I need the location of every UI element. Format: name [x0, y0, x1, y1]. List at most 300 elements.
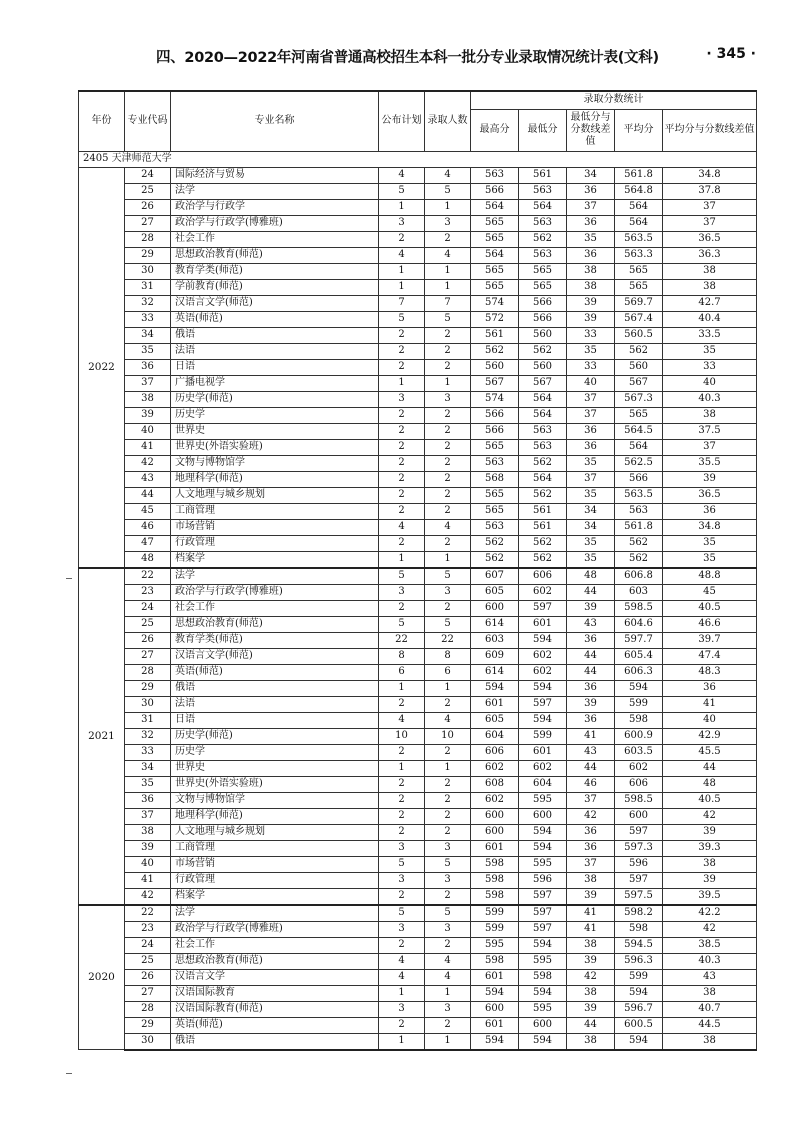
avg-diff-cell: 44	[663, 760, 757, 776]
avg-diff-cell: 34.8	[663, 519, 757, 535]
admitted-cell: 2	[425, 455, 471, 471]
max-cell: 602	[471, 792, 519, 808]
admitted-cell: 2	[425, 696, 471, 712]
avg-diff-cell: 37.8	[663, 183, 757, 199]
admitted-cell: 5	[425, 616, 471, 632]
table-row	[79, 439, 757, 455]
avg-diff-cell: 38	[663, 1033, 757, 1050]
admitted-cell: 1	[425, 985, 471, 1001]
code-cell: 43	[125, 471, 171, 487]
plan-cell: 2	[379, 407, 425, 423]
avg-diff-cell: 43	[663, 969, 757, 985]
plan-cell: 2	[379, 439, 425, 455]
max-cell: 567	[471, 375, 519, 391]
code-cell: 32	[125, 728, 171, 744]
admitted-cell: 1	[425, 551, 471, 568]
max-cell: 565	[471, 231, 519, 247]
col-header-year: 年份	[79, 91, 125, 151]
code-cell: 29	[125, 680, 171, 696]
min-cell: 565	[519, 279, 567, 295]
avg-cell: 606.3	[615, 664, 663, 680]
min-cell: 563	[519, 247, 567, 263]
code-cell: 40	[125, 423, 171, 439]
name-cell: 工商管理	[171, 503, 379, 519]
max-cell: 600	[471, 600, 519, 616]
avg-cell: 567.4	[615, 311, 663, 327]
admitted-cell: 2	[425, 231, 471, 247]
max-cell: 605	[471, 712, 519, 728]
avg-cell: 567.3	[615, 391, 663, 407]
avg-diff-cell: 37	[663, 215, 757, 231]
avg-cell: 566	[615, 471, 663, 487]
min-cell: 564	[519, 407, 567, 423]
avg-cell: 565	[615, 279, 663, 295]
avg-cell: 594	[615, 680, 663, 696]
name-cell: 市场营销	[171, 519, 379, 535]
min-diff-cell: 43	[567, 744, 615, 760]
name-cell: 思想政治教育(师范)	[171, 953, 379, 969]
max-cell: 562	[471, 551, 519, 568]
plan-cell: 3	[379, 584, 425, 600]
table-row	[79, 247, 757, 263]
table-body	[79, 151, 757, 1050]
admitted-cell: 3	[425, 215, 471, 231]
avg-cell: 603.5	[615, 744, 663, 760]
table-row	[79, 359, 757, 375]
name-cell: 思想政治教育(师范)	[171, 247, 379, 263]
max-cell: 600	[471, 824, 519, 840]
avg-diff-cell: 34.8	[663, 167, 757, 183]
code-cell: 25	[125, 953, 171, 969]
admission-table	[78, 90, 757, 1051]
min-cell: 562	[519, 231, 567, 247]
min-diff-cell: 35	[567, 455, 615, 471]
avg-cell: 563.5	[615, 487, 663, 503]
admitted-cell: 1	[425, 199, 471, 215]
avg-diff-cell: 44.5	[663, 1017, 757, 1033]
avg-diff-cell: 40.3	[663, 953, 757, 969]
table-row	[79, 279, 757, 295]
avg-cell: 560	[615, 359, 663, 375]
name-cell: 学前教育(师范)	[171, 279, 379, 295]
plan-cell: 2	[379, 696, 425, 712]
table-row	[79, 231, 757, 247]
code-cell: 31	[125, 712, 171, 728]
min-cell: 560	[519, 359, 567, 375]
max-cell: 599	[471, 921, 519, 937]
avg-cell: 598.5	[615, 792, 663, 808]
code-cell: 24	[125, 937, 171, 953]
max-cell: 594	[471, 680, 519, 696]
plan-cell: 1	[379, 199, 425, 215]
min-cell: 595	[519, 1001, 567, 1017]
code-cell: 25	[125, 183, 171, 199]
min-diff-cell: 33	[567, 327, 615, 343]
code-cell: 28	[125, 664, 171, 680]
code-cell: 26	[125, 199, 171, 215]
max-cell: 602	[471, 760, 519, 776]
min-diff-cell: 35	[567, 551, 615, 568]
year-cell: 2020	[79, 905, 125, 1050]
max-cell: 566	[471, 183, 519, 199]
name-cell: 行政管理	[171, 535, 379, 551]
plan-cell: 2	[379, 808, 425, 824]
table-row	[79, 503, 757, 519]
col-header-code: 专业代码	[125, 91, 171, 151]
max-cell: 598	[471, 953, 519, 969]
max-cell: 594	[471, 985, 519, 1001]
page-header	[78, 46, 756, 68]
plan-cell: 3	[379, 921, 425, 937]
admitted-cell: 4	[425, 247, 471, 263]
min-cell: 566	[519, 295, 567, 311]
plan-cell: 3	[379, 391, 425, 407]
plan-cell: 3	[379, 215, 425, 231]
table-row	[79, 343, 757, 359]
max-cell: 608	[471, 776, 519, 792]
plan-cell: 7	[379, 295, 425, 311]
max-cell: 599	[471, 905, 519, 922]
avg-diff-cell: 38	[663, 407, 757, 423]
admitted-cell: 2	[425, 423, 471, 439]
code-cell: 30	[125, 263, 171, 279]
avg-cell: 596.3	[615, 953, 663, 969]
avg-cell: 597.3	[615, 840, 663, 856]
name-cell: 广播电视学	[171, 375, 379, 391]
min-cell: 601	[519, 744, 567, 760]
avg-cell: 594	[615, 985, 663, 1001]
min-cell: 602	[519, 760, 567, 776]
min-diff-cell: 36	[567, 423, 615, 439]
avg-cell: 598	[615, 712, 663, 728]
avg-diff-cell: 40.5	[663, 600, 757, 616]
admitted-cell: 2	[425, 503, 471, 519]
admitted-cell: 2	[425, 888, 471, 905]
col-header-avg-diff: 平均分与分数线差值	[663, 109, 757, 151]
avg-cell: 605.4	[615, 648, 663, 664]
avg-diff-cell: 39	[663, 471, 757, 487]
max-cell: 565	[471, 215, 519, 231]
plan-cell: 5	[379, 616, 425, 632]
avg-cell: 561.8	[615, 167, 663, 183]
avg-diff-cell: 39	[663, 872, 757, 888]
plan-cell: 2	[379, 937, 425, 953]
max-cell: 560	[471, 359, 519, 375]
min-diff-cell: 38	[567, 872, 615, 888]
min-cell: 594	[519, 680, 567, 696]
admitted-cell: 2	[425, 600, 471, 616]
max-cell: 601	[471, 1017, 519, 1033]
min-diff-cell: 41	[567, 921, 615, 937]
name-cell: 英语(师范)	[171, 1017, 379, 1033]
admitted-cell: 1	[425, 680, 471, 696]
max-cell: 598	[471, 888, 519, 905]
name-cell: 汉语言文学(师范)	[171, 648, 379, 664]
max-cell: 600	[471, 808, 519, 824]
avg-cell: 560.5	[615, 327, 663, 343]
table-row	[79, 327, 757, 343]
min-diff-cell: 44	[567, 760, 615, 776]
max-cell: 603	[471, 632, 519, 648]
avg-cell: 561.8	[615, 519, 663, 535]
code-cell: 27	[125, 985, 171, 1001]
code-cell: 22	[125, 905, 171, 922]
avg-diff-cell: 46.6	[663, 616, 757, 632]
avg-cell: 563.3	[615, 247, 663, 263]
min-diff-cell: 34	[567, 503, 615, 519]
plan-cell: 1	[379, 279, 425, 295]
name-cell: 政治学与行政学(博雅班)	[171, 215, 379, 231]
min-diff-cell: 39	[567, 311, 615, 327]
avg-diff-cell: 41	[663, 696, 757, 712]
admitted-cell: 4	[425, 167, 471, 183]
min-cell: 606	[519, 568, 567, 585]
year-cell: 2022	[79, 167, 125, 568]
plan-cell: 4	[379, 969, 425, 985]
table-row	[79, 263, 757, 279]
table-row	[79, 744, 757, 760]
admitted-cell: 2	[425, 471, 471, 487]
table-row	[79, 183, 757, 199]
code-cell: 26	[125, 632, 171, 648]
table-row	[79, 519, 757, 535]
plan-cell: 2	[379, 423, 425, 439]
name-cell: 档案学	[171, 888, 379, 905]
avg-diff-cell: 38	[663, 856, 757, 872]
admitted-cell: 3	[425, 840, 471, 856]
min-diff-cell: 39	[567, 1001, 615, 1017]
table-row	[79, 664, 757, 680]
min-cell: 600	[519, 1017, 567, 1033]
code-cell: 36	[125, 359, 171, 375]
name-cell: 日语	[171, 359, 379, 375]
avg-cell: 596	[615, 856, 663, 872]
col-header-min: 最低分	[519, 109, 567, 151]
min-cell: 595	[519, 856, 567, 872]
name-cell: 行政管理	[171, 872, 379, 888]
admitted-cell: 2	[425, 744, 471, 760]
code-cell: 39	[125, 840, 171, 856]
plan-cell: 4	[379, 247, 425, 263]
code-cell: 30	[125, 1033, 171, 1050]
min-diff-cell: 37	[567, 792, 615, 808]
name-cell: 世界史(外语实验班)	[171, 439, 379, 455]
name-cell: 国际经济与贸易	[171, 167, 379, 183]
name-cell: 政治学与行政学	[171, 199, 379, 215]
max-cell: 565	[471, 263, 519, 279]
avg-cell: 564	[615, 199, 663, 215]
plan-cell: 1	[379, 760, 425, 776]
plan-cell: 1	[379, 551, 425, 568]
name-cell: 历史学	[171, 407, 379, 423]
min-cell: 566	[519, 311, 567, 327]
min-diff-cell: 33	[567, 359, 615, 375]
max-cell: 601	[471, 840, 519, 856]
plan-cell: 4	[379, 167, 425, 183]
avg-cell: 562	[615, 551, 663, 568]
avg-cell: 600.5	[615, 1017, 663, 1033]
min-diff-cell: 36	[567, 183, 615, 199]
name-cell: 社会工作	[171, 600, 379, 616]
code-cell: 42	[125, 888, 171, 905]
max-cell: 605	[471, 584, 519, 600]
min-diff-cell: 35	[567, 535, 615, 551]
table-row	[79, 953, 757, 969]
min-cell: 594	[519, 632, 567, 648]
code-cell: 34	[125, 760, 171, 776]
min-cell: 565	[519, 263, 567, 279]
code-cell: 32	[125, 295, 171, 311]
table-row	[79, 568, 757, 585]
plan-cell: 6	[379, 664, 425, 680]
plan-cell: 5	[379, 311, 425, 327]
name-cell: 历史学(师范)	[171, 391, 379, 407]
code-cell: 33	[125, 744, 171, 760]
table-row	[79, 551, 757, 568]
name-cell: 教育学类(师范)	[171, 632, 379, 648]
max-cell: 609	[471, 648, 519, 664]
table-row	[79, 616, 757, 632]
min-diff-cell: 37	[567, 856, 615, 872]
avg-diff-cell: 33	[663, 359, 757, 375]
max-cell: 563	[471, 455, 519, 471]
admitted-cell: 8	[425, 648, 471, 664]
avg-cell: 569.7	[615, 295, 663, 311]
avg-cell: 597.7	[615, 632, 663, 648]
plan-cell: 10	[379, 728, 425, 744]
min-cell: 594	[519, 824, 567, 840]
avg-diff-cell: 48	[663, 776, 757, 792]
min-cell: 562	[519, 455, 567, 471]
min-cell: 597	[519, 696, 567, 712]
name-cell: 汉语言文学(师范)	[171, 295, 379, 311]
max-cell: 574	[471, 391, 519, 407]
code-cell: 24	[125, 167, 171, 183]
name-cell: 工商管理	[171, 840, 379, 856]
min-diff-cell: 41	[567, 728, 615, 744]
name-cell: 政治学与行政学(博雅班)	[171, 921, 379, 937]
avg-cell: 562	[615, 535, 663, 551]
min-cell: 563	[519, 183, 567, 199]
admitted-cell: 2	[425, 343, 471, 359]
avg-cell: 599	[615, 969, 663, 985]
name-cell: 市场营销	[171, 856, 379, 872]
min-diff-cell: 46	[567, 776, 615, 792]
name-cell: 法学	[171, 183, 379, 199]
max-cell: 607	[471, 568, 519, 585]
table-row	[79, 728, 757, 744]
avg-cell: 598.5	[615, 600, 663, 616]
plan-cell: 3	[379, 840, 425, 856]
name-cell: 俄语	[171, 680, 379, 696]
code-cell: 39	[125, 407, 171, 423]
col-header-min-diff: 最低分与分数线差值	[567, 109, 615, 151]
avg-diff-cell: 40.3	[663, 391, 757, 407]
min-cell: 594	[519, 840, 567, 856]
table-row	[79, 712, 757, 728]
name-cell: 社会工作	[171, 231, 379, 247]
avg-diff-cell: 36	[663, 680, 757, 696]
avg-cell: 598	[615, 921, 663, 937]
table-row	[79, 375, 757, 391]
name-cell: 世界史	[171, 423, 379, 439]
max-cell: 565	[471, 439, 519, 455]
name-cell: 法语	[171, 696, 379, 712]
name-cell: 世界史	[171, 760, 379, 776]
avg-diff-cell: 40.7	[663, 1001, 757, 1017]
admitted-cell: 2	[425, 808, 471, 824]
admitted-cell: 2	[425, 327, 471, 343]
min-cell: 564	[519, 471, 567, 487]
admitted-cell: 3	[425, 391, 471, 407]
col-header-name: 专业名称	[171, 91, 379, 151]
min-diff-cell: 35	[567, 487, 615, 503]
avg-diff-cell: 36.5	[663, 231, 757, 247]
plan-cell: 22	[379, 632, 425, 648]
avg-cell: 562.5	[615, 455, 663, 471]
min-cell: 567	[519, 375, 567, 391]
avg-cell: 563.5	[615, 231, 663, 247]
avg-diff-cell: 35.5	[663, 455, 757, 471]
table-row	[79, 471, 757, 487]
avg-cell: 565	[615, 407, 663, 423]
name-cell: 俄语	[171, 327, 379, 343]
table-row	[79, 423, 757, 439]
name-cell: 人文地理与城乡规划	[171, 487, 379, 503]
table-row	[79, 311, 757, 327]
admitted-cell: 2	[425, 1017, 471, 1033]
code-cell: 41	[125, 872, 171, 888]
plan-cell: 2	[379, 487, 425, 503]
avg-diff-cell: 33.5	[663, 327, 757, 343]
max-cell: 564	[471, 247, 519, 263]
avg-diff-cell: 42	[663, 808, 757, 824]
code-cell: 47	[125, 535, 171, 551]
avg-diff-cell: 36.5	[663, 487, 757, 503]
min-diff-cell: 38	[567, 1033, 615, 1050]
min-cell: 595	[519, 953, 567, 969]
code-cell: 48	[125, 551, 171, 568]
table-row	[79, 215, 757, 231]
min-diff-cell: 39	[567, 696, 615, 712]
code-cell: 35	[125, 343, 171, 359]
min-diff-cell: 35	[567, 231, 615, 247]
avg-diff-cell: 35	[663, 535, 757, 551]
table-row	[79, 888, 757, 905]
col-header-admitted: 录取人数	[425, 91, 471, 151]
code-cell: 34	[125, 327, 171, 343]
col-header-avg: 平均分	[615, 109, 663, 151]
max-cell: 564	[471, 199, 519, 215]
min-diff-cell: 36	[567, 632, 615, 648]
name-cell: 法学	[171, 568, 379, 585]
min-diff-cell: 42	[567, 808, 615, 824]
table-row	[79, 1033, 757, 1050]
avg-diff-cell: 35	[663, 551, 757, 568]
min-diff-cell: 39	[567, 888, 615, 905]
table-row	[79, 921, 757, 937]
min-cell: 597	[519, 600, 567, 616]
plan-cell: 3	[379, 872, 425, 888]
min-cell: 602	[519, 648, 567, 664]
max-cell: 566	[471, 423, 519, 439]
name-cell: 日语	[171, 712, 379, 728]
code-cell: 40	[125, 856, 171, 872]
min-cell: 595	[519, 792, 567, 808]
min-cell: 561	[519, 503, 567, 519]
plan-cell: 1	[379, 1033, 425, 1050]
plan-cell: 1	[379, 375, 425, 391]
